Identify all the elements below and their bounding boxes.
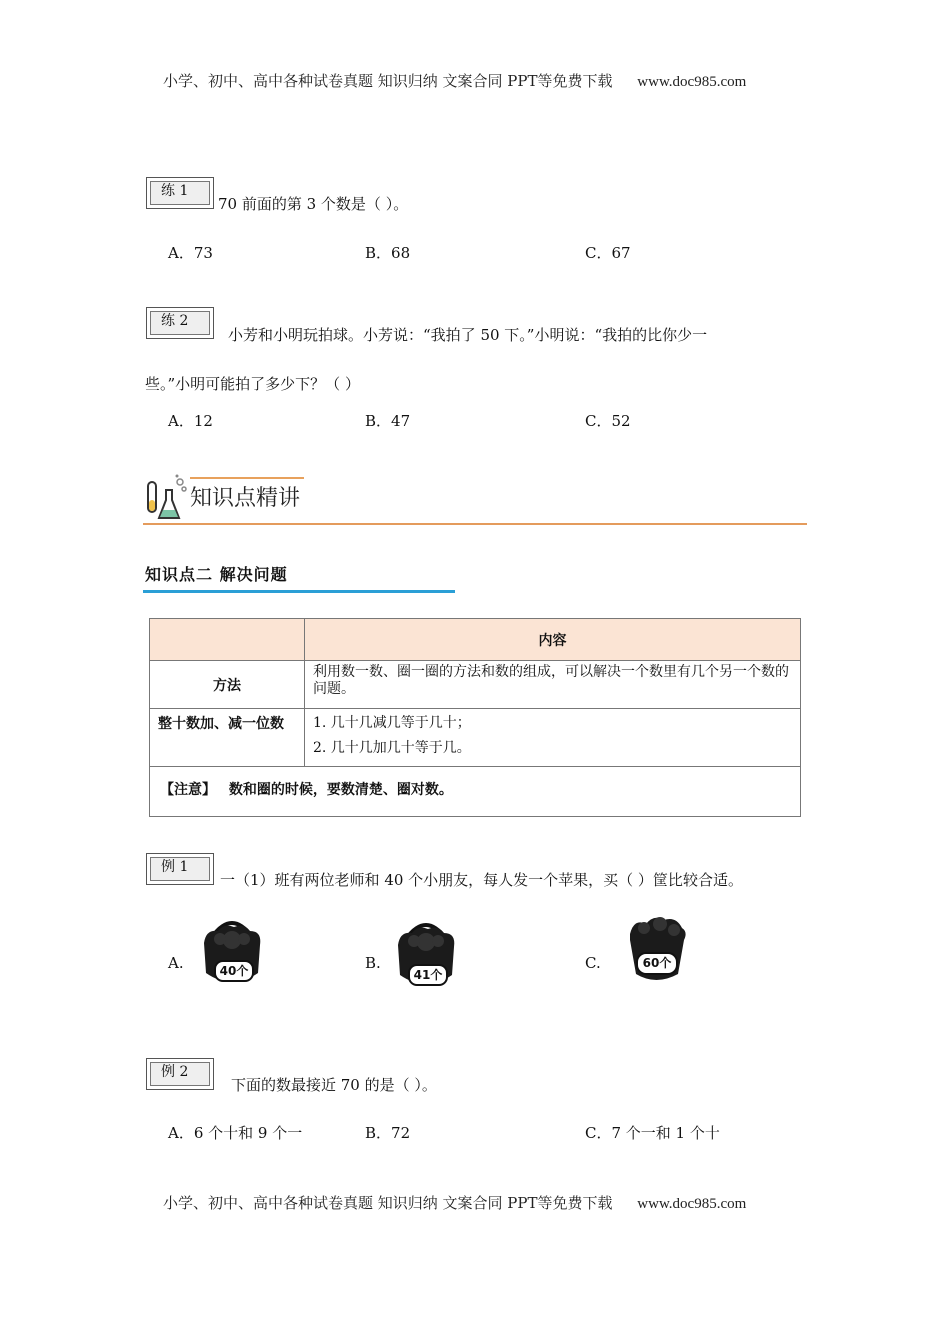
practice2-option-c: C．52	[585, 412, 631, 430]
row-content-method: 利用数一数、圈一圈的方法和数的组成，可以解决一个数里有几个另一个数的问题。	[305, 661, 801, 709]
row-content-addsub	[305, 709, 801, 767]
note-text: 数和圈的时候，要数清楚、圈对数。	[228, 782, 453, 798]
header-site: www.doc985.com	[637, 74, 747, 90]
practice-tag-1: 练 1	[146, 177, 214, 209]
knowledge-underline	[143, 590, 455, 593]
basket-c-badge: 60个	[636, 952, 678, 975]
basket-b-badge: 41个	[408, 964, 448, 986]
practice1-option-b: B．68	[365, 244, 411, 262]
basket-60-icon	[626, 914, 688, 986]
addsub-item-1: 1. 几十几减几等于几十；	[313, 715, 471, 731]
header-text: 小学、初中、高中各种试卷真题 知识归纳 文案合同 PPT等免费下载	[163, 72, 613, 90]
row-label-addsub: 整十数加、减一位数	[150, 709, 305, 767]
page-header	[163, 70, 746, 91]
practice2-question-line1: 小芳和小明玩拍球。小芳说：“我拍了 50 下。”小明说：“我拍的比你少一	[228, 326, 708, 344]
page-footer	[163, 1192, 746, 1213]
example1-option-a-label: A.	[168, 954, 184, 972]
practice-tag-2: 练 2	[146, 307, 214, 339]
addsub-item-2: 2. 几十几加几十等于几。	[313, 740, 471, 756]
section-title: 知识点精讲	[190, 486, 301, 511]
example2-option-b: B．72	[365, 1124, 411, 1142]
practice2-question-line2: 些。”小明可能拍了多少下？（ ）	[145, 375, 360, 393]
practice1-option-c: C．67	[585, 244, 631, 262]
row-label-method: 方法	[150, 661, 305, 709]
footer-text: 小学、初中、高中各种试卷真题 知识归纳 文案合同 PPT等免费下载	[163, 1194, 613, 1212]
footer-site: www.doc985.com	[637, 1196, 747, 1212]
knowledge-table	[149, 618, 801, 817]
example-tag-2: 例 2	[146, 1058, 214, 1090]
basket-a-badge: 40个	[214, 960, 254, 982]
practice2-option-b: B．47	[365, 412, 411, 430]
example2-option-c: C．7 个一和 1 个十	[585, 1124, 720, 1142]
example1-option-c-label: C.	[585, 954, 601, 972]
section-divider	[143, 523, 807, 525]
practice2-option-a: A．12	[168, 412, 213, 430]
example1-question: 一（1）班有两位老师和 40 个小朋友，每人发一个苹果，买（ ）筐比较合适。	[220, 871, 743, 889]
title-accent-line	[190, 477, 304, 479]
practice1-option-a: A．73	[168, 244, 213, 262]
lab-flask-icon	[140, 472, 190, 524]
table-header-content: 内容	[305, 619, 801, 661]
example-tag-1: 例 1	[146, 853, 214, 885]
table-header-empty	[150, 619, 305, 661]
example2-question: 下面的数最接近 70 的是（ ）。	[231, 1076, 437, 1094]
basket-b	[394, 917, 458, 993]
basket-c	[626, 914, 688, 986]
example2-option-a: A．6 个十和 9 个一	[168, 1124, 303, 1142]
practice1-question: 70 前面的第 3 个数是（ ）。	[218, 195, 409, 213]
note-row	[150, 767, 801, 817]
knowledge-point-title: 知识点二 解决问题	[145, 565, 288, 584]
basket-a	[200, 915, 264, 991]
example1-option-b-label: B.	[365, 954, 381, 972]
note-label: 【注意】	[160, 782, 216, 798]
